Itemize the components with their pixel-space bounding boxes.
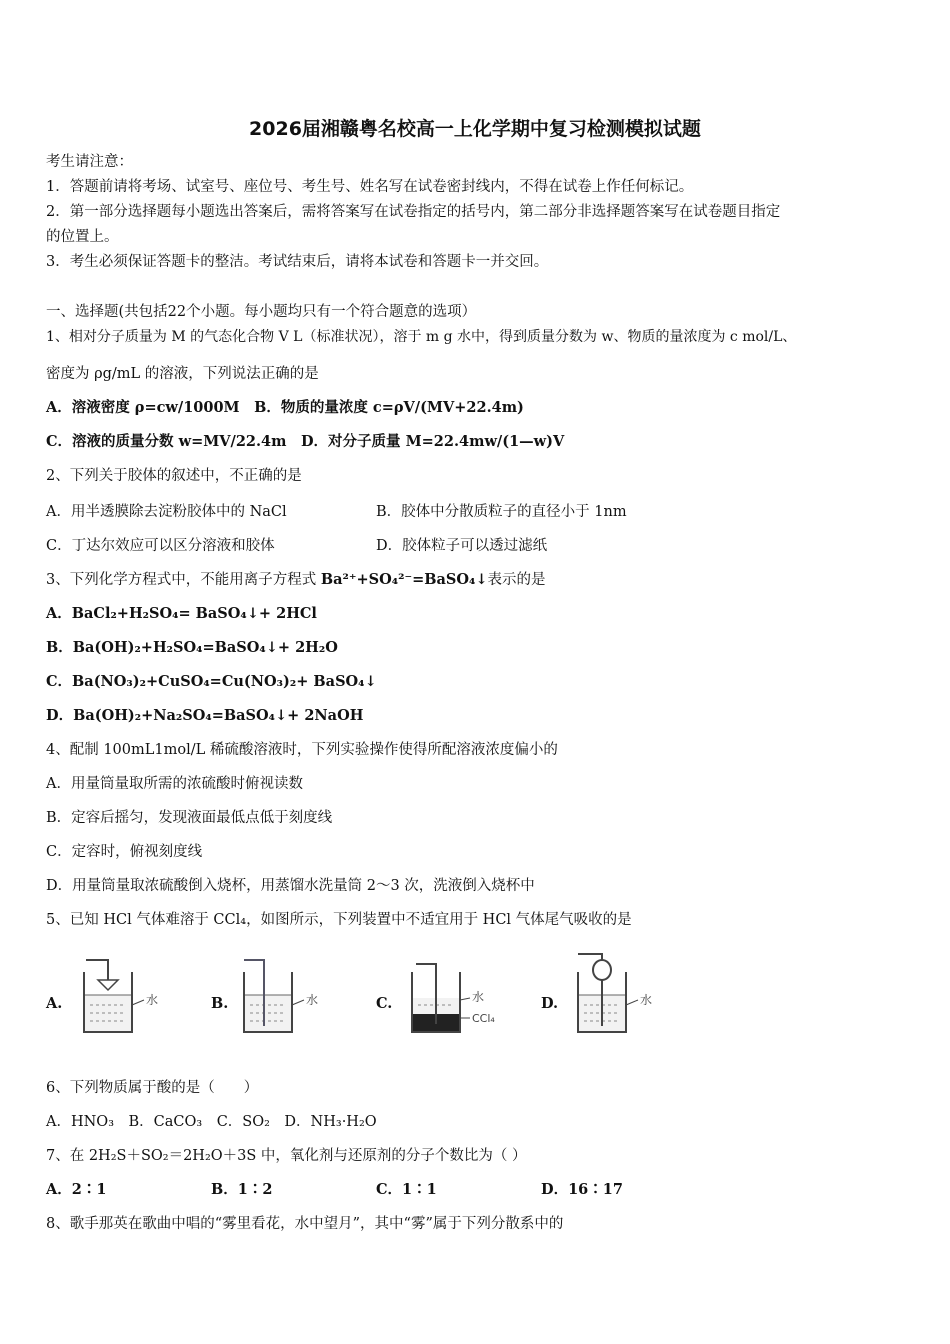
q3-option-b: B．Ba(OH)₂+H₂SO₄=BaSO₄↓+ 2H₂O	[46, 639, 338, 656]
q2-option-b: B．胶体中分散质粒子的直径小于 1nm	[376, 504, 627, 520]
q7-option-b: B．1∶2	[211, 1181, 273, 1198]
apparatus-c-water-label: 水	[472, 990, 485, 1004]
notice-item-2: 2．第一部分选择题每小题选出答案后，需将答案写在试卷指定的括号内，第二部分非选择题答案写在试卷题目指定	[46, 204, 781, 220]
q5-label-c: C.	[376, 995, 393, 1012]
q3-stem	[46, 570, 546, 590]
q7-option-d: D．16∶17	[541, 1181, 623, 1198]
q4-stem: 4、配制 100mL1mol/L 稀硫酸溶液时，下列实验操作使得所配溶液浓度偏小的	[46, 742, 558, 758]
q7-option-a: A．2∶1	[46, 1181, 107, 1198]
apparatus-a-image	[76, 950, 176, 1040]
q3-stem-ion: Ba²⁺+SO₄²⁻=BaSO₄↓	[320, 571, 488, 588]
q2-option-a: A．用半透膜除去淀粉胶体中的 NaCl	[46, 504, 287, 520]
apparatus-c-ccl4-label: CCl₄	[472, 1012, 495, 1025]
notice-item-2-cont: 的位置上。	[46, 229, 119, 245]
q8-stem: 8、歌手那英在歌曲中唱的“雾里看花，水中望月”，其中“雾”属于下列分散系中的	[46, 1216, 564, 1232]
q3-option-d: D．Ba(OH)₂+Na₂SO₄=BaSO₄↓+ 2NaOH	[46, 707, 364, 724]
apparatus-a-water-label: 水	[146, 993, 159, 1007]
q6-stem: 6、下列物质属于酸的是（ ）	[46, 1080, 259, 1096]
apparatus-d-image	[572, 950, 672, 1040]
q5-label-d: D.	[541, 995, 559, 1012]
apparatus-b-water-label: 水	[306, 993, 319, 1007]
apparatus-b-image	[240, 950, 340, 1040]
q5-label-b: B.	[211, 995, 229, 1012]
q5-stem: 5、已知 HCl 气体难溶于 CCl₄，如图所示，下列装置中不适宜用于 HCl 气体尾气吸收的是	[46, 912, 632, 928]
q5-label-a: A.	[46, 995, 63, 1012]
page-title: 2026届湘赣粤名校高一上化学期中复习检测模拟试题	[249, 118, 701, 140]
q6-options: A．HNO₃ B．CaCO₃ C．SO₂ D．NH₃·H₂O	[46, 1114, 377, 1130]
notice-item-1: 1．答题前请将考场、试室号、座位号、考生号、姓名写在试卷密封线内，不得在试卷上作任何标记。	[46, 179, 694, 195]
notice-item-3: 3．考生必须保证答题卡的整洁。考试结束后，请将本试卷和答题卡一并交回。	[46, 254, 549, 270]
q3-option-c: C．Ba(NO₃)₂+CuSO₄=Cu(NO₃)₂+ BaSO₄↓	[46, 673, 377, 690]
apparatus-d-water-label: 水	[640, 993, 653, 1007]
q2-option-c: C．丁达尔效应可以区分溶液和胶体	[46, 538, 275, 554]
apparatus-c-image	[406, 950, 516, 1040]
q3-stem-pre: 3、下列化学方程式中，不能用离子方程式	[46, 572, 321, 588]
q7-option-c: C．1∶1	[376, 1181, 437, 1198]
q4-option-b: B．定容后摇匀，发现液面最低点低于刻度线	[46, 810, 333, 826]
q1-stem-line1: 1、相对分子质量为 M 的气态化合物 V L（标准状况），溶于 m g 水中，得到质量分数为 w、物质的量浓度为 c mol/L、	[46, 329, 797, 345]
q3-stem-post: 表示的是	[487, 572, 546, 588]
q2-stem: 2、下列关于胶体的叙述中，不正确的是	[46, 468, 302, 484]
q1-options-cd: C．溶液的质量分数 w=MV/22.4m D．对分子质量 M=22.4mw/(1—w)V	[46, 433, 565, 450]
q4-option-d: D．用量筒量取浓硫酸倒入烧杯，用蒸馏水洗量筒 2～3 次，洗液倒入烧杯中	[46, 878, 535, 894]
q3-option-a: A．BaCl₂+H₂SO₄= BaSO₄↓+ 2HCl	[46, 605, 317, 622]
section-heading: 一、选择题(共包括22个小题。每小题均只有一个符合题意的选项）	[46, 304, 477, 320]
q4-option-a: A．用量筒量取所需的浓硫酸时俯视读数	[46, 776, 303, 792]
q1-options-ab: A．溶液密度 ρ=cw/1000M B．物质的量浓度 c=ρV/(MV+22.4m)	[46, 399, 524, 416]
q2-option-d: D．胶体粒子可以透过滤纸	[376, 538, 548, 554]
q4-option-c: C．定容时，俯视刻度线	[46, 844, 203, 860]
notice-heading: 考生请注意：	[46, 154, 133, 170]
q1-stem-line2: 密度为 ρg/mL 的溶液，下列说法正确的是	[46, 366, 319, 382]
q7-stem: 7、在 2H₂S＋SO₂＝2H₂O＋3S 中，氧化剂与还原剂的分子个数比为（ ）	[46, 1148, 527, 1164]
